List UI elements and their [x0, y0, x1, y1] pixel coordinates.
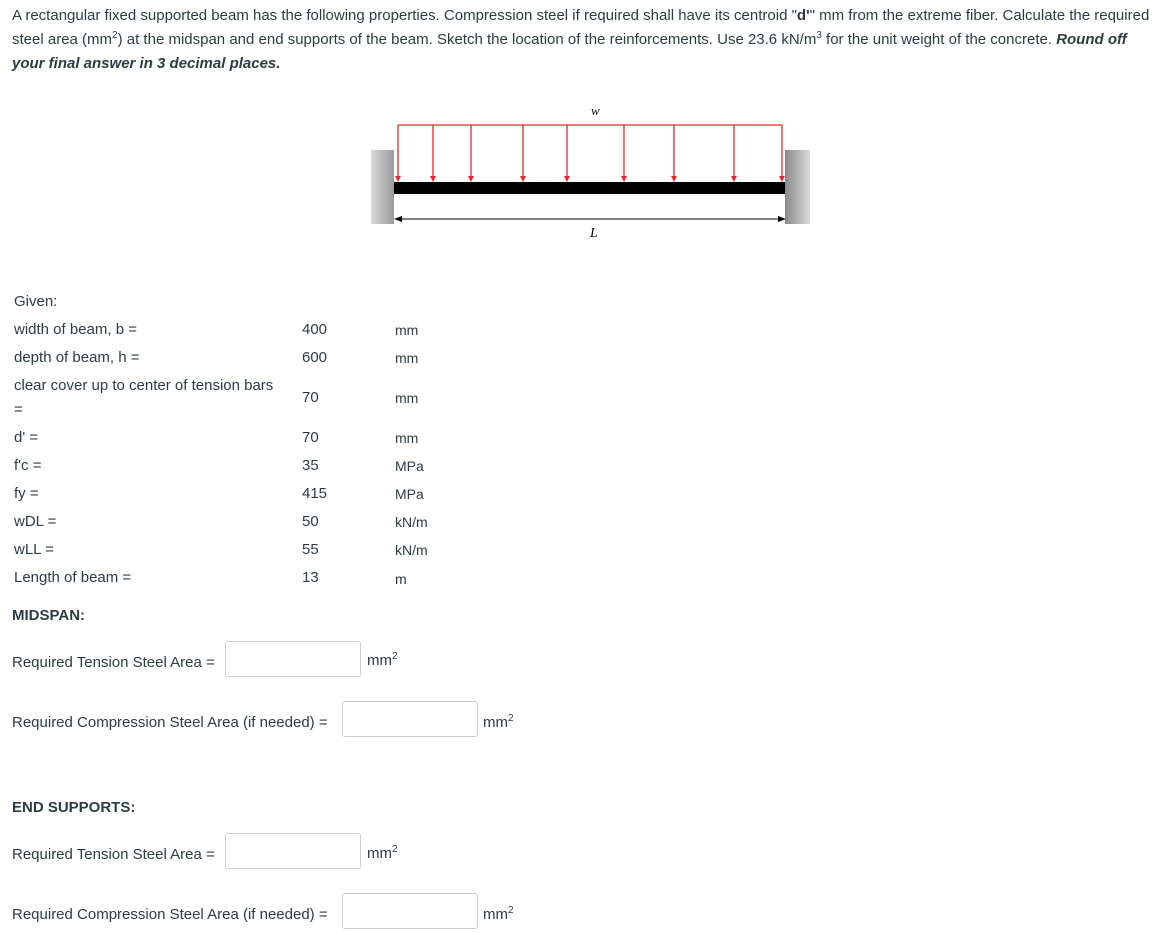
- unit-text: mm: [367, 652, 392, 669]
- given-label-wll: wLL =: [14, 541, 54, 558]
- problem-text-1: A rectangular fixed supported beam has the following properties. Compression steel if required shall have its centroid ": [12, 7, 797, 24]
- unit-text: mm: [367, 845, 392, 862]
- given-unit-length: m: [395, 571, 407, 587]
- end-tension-input[interactable]: [225, 833, 361, 869]
- given-label-width: width of beam, b =: [14, 321, 137, 338]
- midspan-compression-input[interactable]: [342, 701, 478, 737]
- unit-superscript: 2: [508, 905, 514, 916]
- d-prime-symbol: d': [796, 7, 810, 24]
- given-label-clear-cover: clear cover up to center of tension bars: [14, 377, 274, 394]
- superscript-3: 3: [816, 30, 822, 41]
- given-unit-fy: MPa: [395, 486, 424, 502]
- given-unit-clear-cover: mm: [395, 390, 419, 406]
- right-fixed-support: [785, 150, 810, 224]
- unit-text: mm: [483, 714, 508, 731]
- span-label: L: [590, 226, 598, 241]
- problem-statement: [12, 4, 1162, 76]
- given-value-fc: 35: [302, 457, 319, 474]
- load-label: w: [591, 103, 600, 118]
- given-value-width: 400: [302, 321, 328, 338]
- given-label-dprime: d' =: [14, 429, 39, 446]
- given-unit-width: mm: [395, 322, 419, 338]
- fixed-beam-diagram: [360, 98, 830, 248]
- given-unit-wll: kN/m: [395, 542, 428, 558]
- given-value-wdl: 50: [302, 513, 319, 530]
- midspan-tension-label: Required Tension Steel Area =: [12, 654, 215, 671]
- given-value-length: 13: [302, 569, 319, 586]
- end-tension-label: Required Tension Steel Area =: [12, 846, 215, 863]
- midspan-compression-label: Required Compression Steel Area (if needed) =: [12, 714, 328, 731]
- problem-text-4: for the unit weight of the concrete.: [821, 31, 1057, 48]
- midspan-tension-input[interactable]: [225, 641, 361, 677]
- end-compression-label: Required Compression Steel Area (if needed) =: [12, 906, 328, 923]
- given-value-depth: 600: [302, 349, 328, 366]
- superscript-2: 2: [112, 30, 118, 41]
- given-unit-depth: mm: [395, 350, 419, 366]
- given-label-clear-cover-eq: =: [14, 401, 23, 418]
- given-label-length: Length of beam =: [14, 569, 132, 586]
- unit-superscript: 2: [392, 651, 398, 662]
- given-heading: Given:: [14, 293, 58, 310]
- given-value-wll: 55: [302, 541, 319, 558]
- span-dimension: [394, 216, 786, 222]
- given-value-clear-cover: 70: [302, 389, 319, 406]
- given-unit-wdl: kN/m: [395, 514, 428, 530]
- unit-text: mm: [483, 906, 508, 923]
- beam: [394, 182, 785, 194]
- midspan-heading: MIDSPAN:: [12, 607, 86, 624]
- given-unit-fc: MPa: [395, 458, 424, 474]
- given-value-dprime: 70: [302, 429, 319, 446]
- midspan-tension-unit: [367, 652, 398, 669]
- rounding-instruction: Round off your final answer in 3 decimal places.: [12, 31, 1127, 72]
- given-label-fc: f'c =: [14, 457, 42, 474]
- distributed-load: [395, 125, 785, 182]
- given-label-wdl: wDL =: [14, 513, 57, 530]
- given-unit-dprime: mm: [395, 430, 419, 446]
- midspan-compression-unit: [483, 714, 514, 731]
- end-compression-unit: [483, 906, 514, 923]
- end-compression-input[interactable]: [342, 893, 478, 929]
- left-fixed-support: [371, 150, 394, 224]
- end-tension-unit: [367, 845, 398, 862]
- problem-text-3: ) at the midspan and end supports of the beam. Sketch the location of the reinforcements. Use 23.6 kN/m: [117, 31, 817, 48]
- given-label-fy: fy =: [14, 485, 39, 502]
- given-value-fy: 415: [302, 485, 328, 502]
- unit-superscript: 2: [508, 713, 514, 724]
- end-supports-heading: END SUPPORTS:: [12, 799, 136, 816]
- given-label-depth: depth of beam, h =: [14, 349, 140, 366]
- unit-superscript: 2: [392, 844, 398, 855]
- problem-text-2: " mm from the extreme fiber. Calculate the required steel area (mm: [12, 7, 1150, 48]
